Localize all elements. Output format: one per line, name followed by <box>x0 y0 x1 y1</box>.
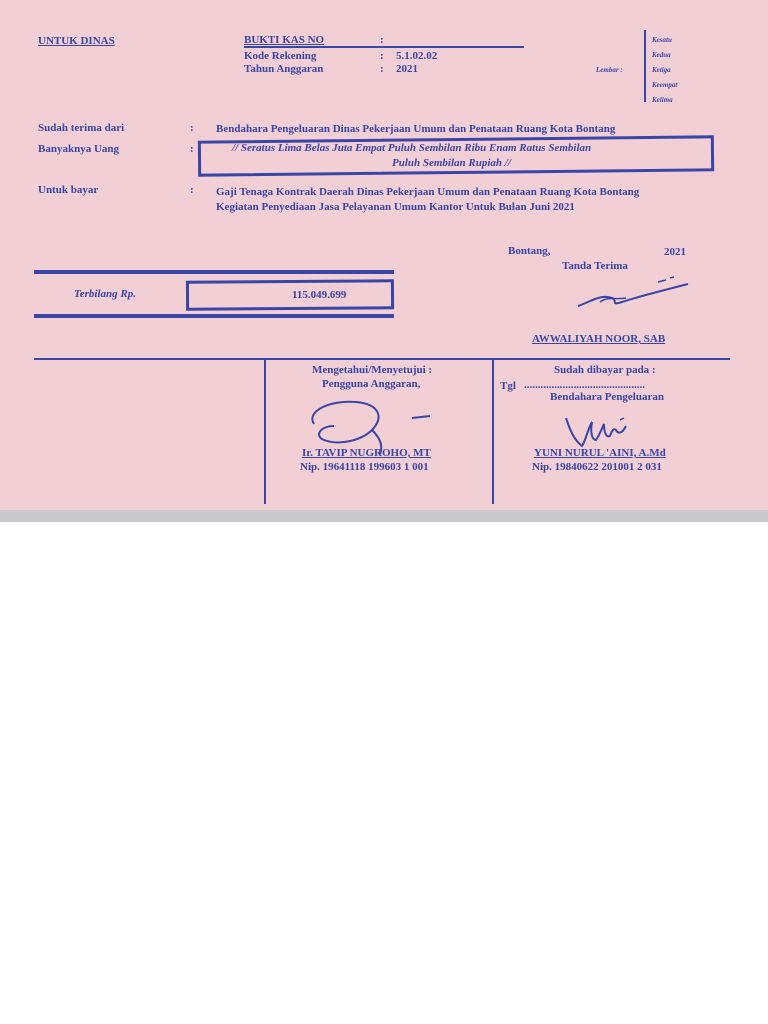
payment-name: YUNI NURUL 'AINI, A.Md <box>534 447 666 459</box>
kode-rekening-label: Kode Rekening <box>244 50 317 62</box>
lembar-item: Ketiga <box>652 66 671 74</box>
lembar-item: Kesatu <box>652 36 672 44</box>
lembar-item: Keempat <box>652 81 678 89</box>
uang-label: Banyaknya Uang <box>38 143 120 155</box>
header-underline <box>244 46 524 48</box>
amount-top-rule <box>34 270 394 274</box>
lembar-item: Kedua <box>652 51 671 59</box>
kode-rekening-colon: : <box>380 50 384 62</box>
bukti-kas-title: BUKTI KAS NO <box>244 34 325 46</box>
tanda-terima-label: Tanda Terima <box>562 260 628 272</box>
lembar-label: Lembar : <box>596 66 623 74</box>
amount-bottom-rule <box>34 314 394 318</box>
bayar-line1: Gaji Tenaga Kontrak Daerah Dinas Pekerjaan Umum dan Penataan Ruang Kota Bontang <box>216 186 640 198</box>
approval-nip: Nip. 19641118 199603 1 001 <box>300 461 429 473</box>
date-year: 2021 <box>664 246 686 258</box>
recipient-name: AWWALIYAH NOOR, SAB <box>532 333 666 345</box>
tahun-anggaran-colon: : <box>380 63 384 75</box>
untuk-dinas-title: UNTUK DINAS <box>38 35 115 47</box>
recipient-signature <box>570 272 700 312</box>
bayar-colon: : <box>190 184 194 196</box>
amount-figure: 115.049.699 <box>292 289 347 301</box>
terima-value: Bendahara Pengeluaran Dinas Pekerjaan Umum dan Penataan Ruang Kota Bontang <box>216 123 616 135</box>
tahun-anggaran-value: 2021 <box>396 63 418 75</box>
approval-line2: Pengguna Anggaran, <box>322 378 421 390</box>
lembar-divider <box>644 30 646 102</box>
receipt-document <box>0 0 768 510</box>
amount-figure-box <box>186 279 394 310</box>
uang-colon: : <box>190 143 194 155</box>
scan-edge <box>0 510 768 522</box>
tgl-dots: ............................................ <box>524 379 645 391</box>
approval-name: Ir. TAVIP NUGROHO, MT <box>302 447 431 459</box>
footer-divider-left <box>264 360 266 504</box>
uang-words-line2: Puluh Sembilan Rupiah // <box>392 157 511 169</box>
bayar-label: Untuk bayar <box>38 184 99 196</box>
footer-divider-right <box>492 360 494 504</box>
terima-colon: : <box>190 122 194 134</box>
tahun-anggaran-label: Tahun Anggaran <box>244 63 324 75</box>
uang-words-line1: // Seratus Lima Belas Juta Empat Puluh Sembilan Ribu Enam Ratus Sembilan <box>232 142 592 154</box>
kode-rekening-value: 5.1.02.02 <box>396 50 438 62</box>
place-label: Bontang, <box>508 245 551 257</box>
payment-role: Bendahara Pengeluaran <box>550 391 664 403</box>
approval-line1: Mengetahui/Menyetujui : <box>312 364 433 376</box>
footer-top-rule <box>34 358 730 360</box>
tgl-label: Tgl <box>500 380 516 392</box>
bukti-kas-colon: : <box>380 34 384 46</box>
payment-line1: Sudah dibayar pada : <box>554 364 656 376</box>
lembar-item: Kelima <box>652 96 673 104</box>
bayar-line2: Kegiatan Penyediaan Jasa Pelayanan Umum Kantor Untuk Bulan Juni 2021 <box>216 201 575 213</box>
payment-nip: Nip. 19840622 201001 2 031 <box>532 461 662 473</box>
terima-label: Sudah terima dari <box>38 122 125 134</box>
terbilang-label: Terbilang Rp. <box>74 288 136 300</box>
